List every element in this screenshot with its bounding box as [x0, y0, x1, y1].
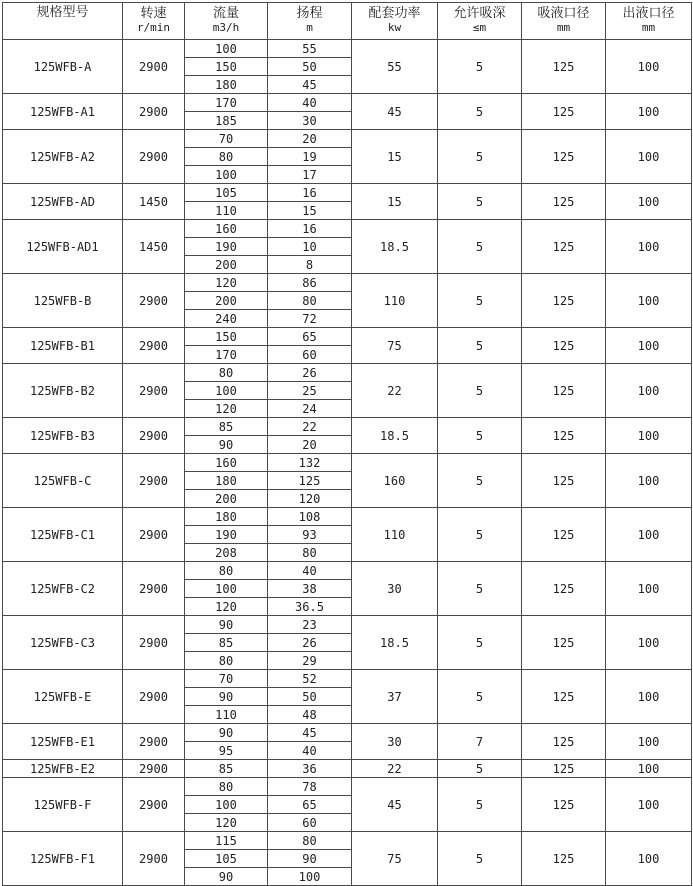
- flow-cell: 95: [185, 742, 268, 760]
- model-cell: 125WFB-B2: [3, 364, 123, 418]
- inlet-diameter-cell: 125: [522, 724, 606, 760]
- outlet-diameter-cell: 100: [606, 760, 692, 778]
- flow-cell: 100: [185, 166, 268, 184]
- header-power: 配套功率 kw: [352, 3, 438, 40]
- outlet-diameter-cell: 100: [606, 40, 692, 94]
- speed-cell: 2900: [123, 130, 185, 184]
- inlet-diameter-cell: 125: [522, 616, 606, 670]
- table-row: [3, 454, 692, 472]
- head-cell: 8: [268, 256, 352, 274]
- head-cell: 120: [268, 490, 352, 508]
- table-row: [3, 562, 692, 580]
- inlet-diameter-cell: 125: [522, 94, 606, 130]
- power-cell: 110: [352, 274, 438, 328]
- power-cell: 75: [352, 328, 438, 364]
- head-cell: 40: [268, 94, 352, 112]
- speed-cell: 2900: [123, 40, 185, 94]
- power-cell: 15: [352, 184, 438, 220]
- suction-depth-cell: 5: [438, 274, 522, 328]
- model-cell: 125WFB-AD1: [3, 220, 123, 274]
- table-row: [3, 220, 692, 238]
- flow-cell: 200: [185, 490, 268, 508]
- flow-cell: 100: [185, 382, 268, 400]
- flow-cell: 90: [185, 724, 268, 742]
- flow-cell: 180: [185, 472, 268, 490]
- head-cell: 19: [268, 148, 352, 166]
- suction-depth-cell: 5: [438, 454, 522, 508]
- head-cell: 86: [268, 274, 352, 292]
- head-cell: 80: [268, 292, 352, 310]
- suction-depth-cell: 5: [438, 670, 522, 724]
- head-cell: 36: [268, 760, 352, 778]
- head-cell: 80: [268, 832, 352, 850]
- head-cell: 30: [268, 112, 352, 130]
- head-cell: 16: [268, 220, 352, 238]
- inlet-diameter-cell: 125: [522, 670, 606, 724]
- speed-cell: 2900: [123, 562, 185, 616]
- header-speed: 转速 r/min: [123, 3, 185, 40]
- outlet-diameter-cell: 100: [606, 328, 692, 364]
- outlet-diameter-cell: 100: [606, 274, 692, 328]
- flow-cell: 180: [185, 76, 268, 94]
- head-cell: 52: [268, 670, 352, 688]
- power-cell: 110: [352, 508, 438, 562]
- table-row: [3, 418, 692, 436]
- flow-cell: 115: [185, 832, 268, 850]
- inlet-diameter-cell: 125: [522, 274, 606, 328]
- flow-cell: 80: [185, 652, 268, 670]
- speed-cell: 2900: [123, 724, 185, 760]
- power-cell: 160: [352, 454, 438, 508]
- suction-depth-cell: 5: [438, 616, 522, 670]
- flow-cell: 208: [185, 544, 268, 562]
- head-cell: 23: [268, 616, 352, 634]
- head-cell: 48: [268, 706, 352, 724]
- speed-cell: 2900: [123, 454, 185, 508]
- table-row: [3, 130, 692, 148]
- flow-cell: 85: [185, 418, 268, 436]
- outlet-diameter-cell: 100: [606, 832, 692, 886]
- power-cell: 18.5: [352, 220, 438, 274]
- model-cell: 125WFB-E: [3, 670, 123, 724]
- speed-cell: 2900: [123, 328, 185, 364]
- suction-depth-cell: 5: [438, 40, 522, 94]
- head-cell: 29: [268, 652, 352, 670]
- suction-depth-cell: 5: [438, 184, 522, 220]
- speed-cell: 2900: [123, 418, 185, 454]
- model-cell: 125WFB-AD: [3, 184, 123, 220]
- power-cell: 18.5: [352, 616, 438, 670]
- flow-cell: 150: [185, 58, 268, 76]
- speed-cell: 2900: [123, 670, 185, 724]
- head-cell: 78: [268, 778, 352, 796]
- inlet-diameter-cell: 125: [522, 184, 606, 220]
- header-model: 规格型号: [3, 3, 123, 40]
- head-cell: 55: [268, 40, 352, 58]
- head-cell: 15: [268, 202, 352, 220]
- flow-cell: 170: [185, 94, 268, 112]
- head-cell: 65: [268, 328, 352, 346]
- table-row: [3, 94, 692, 112]
- flow-cell: 110: [185, 202, 268, 220]
- outlet-diameter-cell: 100: [606, 130, 692, 184]
- head-cell: 50: [268, 58, 352, 76]
- table-row: [3, 508, 692, 526]
- suction-depth-cell: 7: [438, 724, 522, 760]
- model-cell: 125WFB-E1: [3, 724, 123, 760]
- head-cell: 72: [268, 310, 352, 328]
- table-row: [3, 832, 692, 850]
- flow-cell: 100: [185, 796, 268, 814]
- flow-cell: 120: [185, 400, 268, 418]
- flow-cell: 150: [185, 328, 268, 346]
- outlet-diameter-cell: 100: [606, 94, 692, 130]
- inlet-diameter-cell: 125: [522, 454, 606, 508]
- flow-cell: 105: [185, 184, 268, 202]
- model-cell: 125WFB-C3: [3, 616, 123, 670]
- flow-cell: 110: [185, 706, 268, 724]
- table-row: [3, 364, 692, 382]
- flow-cell: 90: [185, 436, 268, 454]
- suction-depth-cell: 5: [438, 508, 522, 562]
- model-cell: 125WFB-F: [3, 778, 123, 832]
- flow-cell: 85: [185, 634, 268, 652]
- flow-cell: 240: [185, 310, 268, 328]
- head-cell: 40: [268, 562, 352, 580]
- head-cell: 38: [268, 580, 352, 598]
- model-cell: 125WFB-F1: [3, 832, 123, 886]
- outlet-diameter-cell: 100: [606, 418, 692, 454]
- model-cell: 125WFB-B3: [3, 418, 123, 454]
- suction-depth-cell: 5: [438, 94, 522, 130]
- inlet-diameter-cell: 125: [522, 364, 606, 418]
- header-outlet-diameter: 出液口径 mm: [606, 3, 692, 40]
- table-header: [3, 3, 692, 40]
- speed-cell: 2900: [123, 508, 185, 562]
- flow-cell: 90: [185, 868, 268, 886]
- head-cell: 17: [268, 166, 352, 184]
- outlet-diameter-cell: 100: [606, 670, 692, 724]
- head-cell: 25: [268, 382, 352, 400]
- flow-cell: 80: [185, 562, 268, 580]
- flow-cell: 185: [185, 112, 268, 130]
- inlet-diameter-cell: 125: [522, 40, 606, 94]
- model-cell: 125WFB-C2: [3, 562, 123, 616]
- speed-cell: 2900: [123, 274, 185, 328]
- header-inlet-diameter: 吸液口径 mm: [522, 3, 606, 40]
- power-cell: 22: [352, 760, 438, 778]
- flow-cell: 200: [185, 256, 268, 274]
- inlet-diameter-cell: 125: [522, 778, 606, 832]
- flow-cell: 105: [185, 850, 268, 868]
- power-cell: 15: [352, 130, 438, 184]
- flow-cell: 70: [185, 130, 268, 148]
- flow-cell: 70: [185, 670, 268, 688]
- head-cell: 45: [268, 724, 352, 742]
- pump-spec-table: [2, 2, 692, 886]
- outlet-diameter-cell: 100: [606, 562, 692, 616]
- header-flow: 流量 m3/h: [185, 3, 268, 40]
- power-cell: 75: [352, 832, 438, 886]
- inlet-diameter-cell: 125: [522, 220, 606, 274]
- head-cell: 22: [268, 418, 352, 436]
- head-cell: 36.5: [268, 598, 352, 616]
- flow-cell: 120: [185, 814, 268, 832]
- head-cell: 60: [268, 814, 352, 832]
- suction-depth-cell: 5: [438, 328, 522, 364]
- model-cell: 125WFB-A1: [3, 94, 123, 130]
- power-cell: 18.5: [352, 418, 438, 454]
- suction-depth-cell: 5: [438, 832, 522, 886]
- outlet-diameter-cell: 100: [606, 778, 692, 832]
- outlet-diameter-cell: 100: [606, 508, 692, 562]
- head-cell: 125: [268, 472, 352, 490]
- head-cell: 45: [268, 76, 352, 94]
- suction-depth-cell: 5: [438, 760, 522, 778]
- speed-cell: 1450: [123, 220, 185, 274]
- suction-depth-cell: 5: [438, 562, 522, 616]
- outlet-diameter-cell: 100: [606, 220, 692, 274]
- head-cell: 108: [268, 508, 352, 526]
- model-cell: 125WFB-C: [3, 454, 123, 508]
- head-cell: 24: [268, 400, 352, 418]
- head-cell: 10: [268, 238, 352, 256]
- table-row: [3, 724, 692, 742]
- speed-cell: 2900: [123, 364, 185, 418]
- header-head: 扬程 m: [268, 3, 352, 40]
- model-cell: 125WFB-C1: [3, 508, 123, 562]
- model-cell: 125WFB-E2: [3, 760, 123, 778]
- inlet-diameter-cell: 125: [522, 130, 606, 184]
- head-cell: 16: [268, 184, 352, 202]
- flow-cell: 90: [185, 688, 268, 706]
- flow-cell: 120: [185, 274, 268, 292]
- table-row: [3, 670, 692, 688]
- speed-cell: 1450: [123, 184, 185, 220]
- head-cell: 100: [268, 868, 352, 886]
- inlet-diameter-cell: 125: [522, 832, 606, 886]
- speed-cell: 2900: [123, 832, 185, 886]
- table-row: [3, 328, 692, 346]
- outlet-diameter-cell: 100: [606, 724, 692, 760]
- power-cell: 37: [352, 670, 438, 724]
- table-row: [3, 760, 692, 778]
- power-cell: 45: [352, 778, 438, 832]
- table-row: [3, 778, 692, 796]
- head-cell: 132: [268, 454, 352, 472]
- inlet-diameter-cell: 125: [522, 562, 606, 616]
- flow-cell: 100: [185, 40, 268, 58]
- flow-cell: 160: [185, 220, 268, 238]
- flow-cell: 90: [185, 616, 268, 634]
- table-row: [3, 616, 692, 634]
- speed-cell: 2900: [123, 778, 185, 832]
- model-cell: 125WFB-B: [3, 274, 123, 328]
- head-cell: 26: [268, 634, 352, 652]
- suction-depth-cell: 5: [438, 220, 522, 274]
- model-cell: 125WFB-A: [3, 40, 123, 94]
- inlet-diameter-cell: 125: [522, 760, 606, 778]
- power-cell: 55: [352, 40, 438, 94]
- outlet-diameter-cell: 100: [606, 616, 692, 670]
- head-cell: 80: [268, 544, 352, 562]
- head-cell: 50: [268, 688, 352, 706]
- head-cell: 26: [268, 364, 352, 382]
- header-row: [3, 3, 692, 40]
- flow-cell: 100: [185, 580, 268, 598]
- outlet-diameter-cell: 100: [606, 454, 692, 508]
- head-cell: 40: [268, 742, 352, 760]
- head-cell: 93: [268, 526, 352, 544]
- head-cell: 20: [268, 130, 352, 148]
- table-row: [3, 184, 692, 202]
- flow-cell: 160: [185, 454, 268, 472]
- outlet-diameter-cell: 100: [606, 184, 692, 220]
- inlet-diameter-cell: 125: [522, 418, 606, 454]
- suction-depth-cell: 5: [438, 778, 522, 832]
- flow-cell: 180: [185, 508, 268, 526]
- speed-cell: 2900: [123, 616, 185, 670]
- head-cell: 90: [268, 850, 352, 868]
- flow-cell: 170: [185, 346, 268, 364]
- head-cell: 20: [268, 436, 352, 454]
- table-row: [3, 40, 692, 58]
- flow-cell: 200: [185, 292, 268, 310]
- suction-depth-cell: 5: [438, 364, 522, 418]
- power-cell: 30: [352, 562, 438, 616]
- flow-cell: 80: [185, 778, 268, 796]
- flow-cell: 80: [185, 364, 268, 382]
- power-cell: 45: [352, 94, 438, 130]
- model-cell: 125WFB-B1: [3, 328, 123, 364]
- table-row: [3, 274, 692, 292]
- speed-cell: 2900: [123, 94, 185, 130]
- power-cell: 22: [352, 364, 438, 418]
- flow-cell: 190: [185, 238, 268, 256]
- suction-depth-cell: 5: [438, 130, 522, 184]
- head-cell: 65: [268, 796, 352, 814]
- model-cell: 125WFB-A2: [3, 130, 123, 184]
- inlet-diameter-cell: 125: [522, 328, 606, 364]
- power-cell: 30: [352, 724, 438, 760]
- flow-cell: 85: [185, 760, 268, 778]
- suction-depth-cell: 5: [438, 418, 522, 454]
- outlet-diameter-cell: 100: [606, 364, 692, 418]
- head-cell: 60: [268, 346, 352, 364]
- speed-cell: 2900: [123, 760, 185, 778]
- flow-cell: 120: [185, 598, 268, 616]
- flow-cell: 80: [185, 148, 268, 166]
- inlet-diameter-cell: 125: [522, 508, 606, 562]
- flow-cell: 190: [185, 526, 268, 544]
- table-body: [3, 40, 692, 886]
- header-suction-depth: 允许吸深 ≤m: [438, 3, 522, 40]
